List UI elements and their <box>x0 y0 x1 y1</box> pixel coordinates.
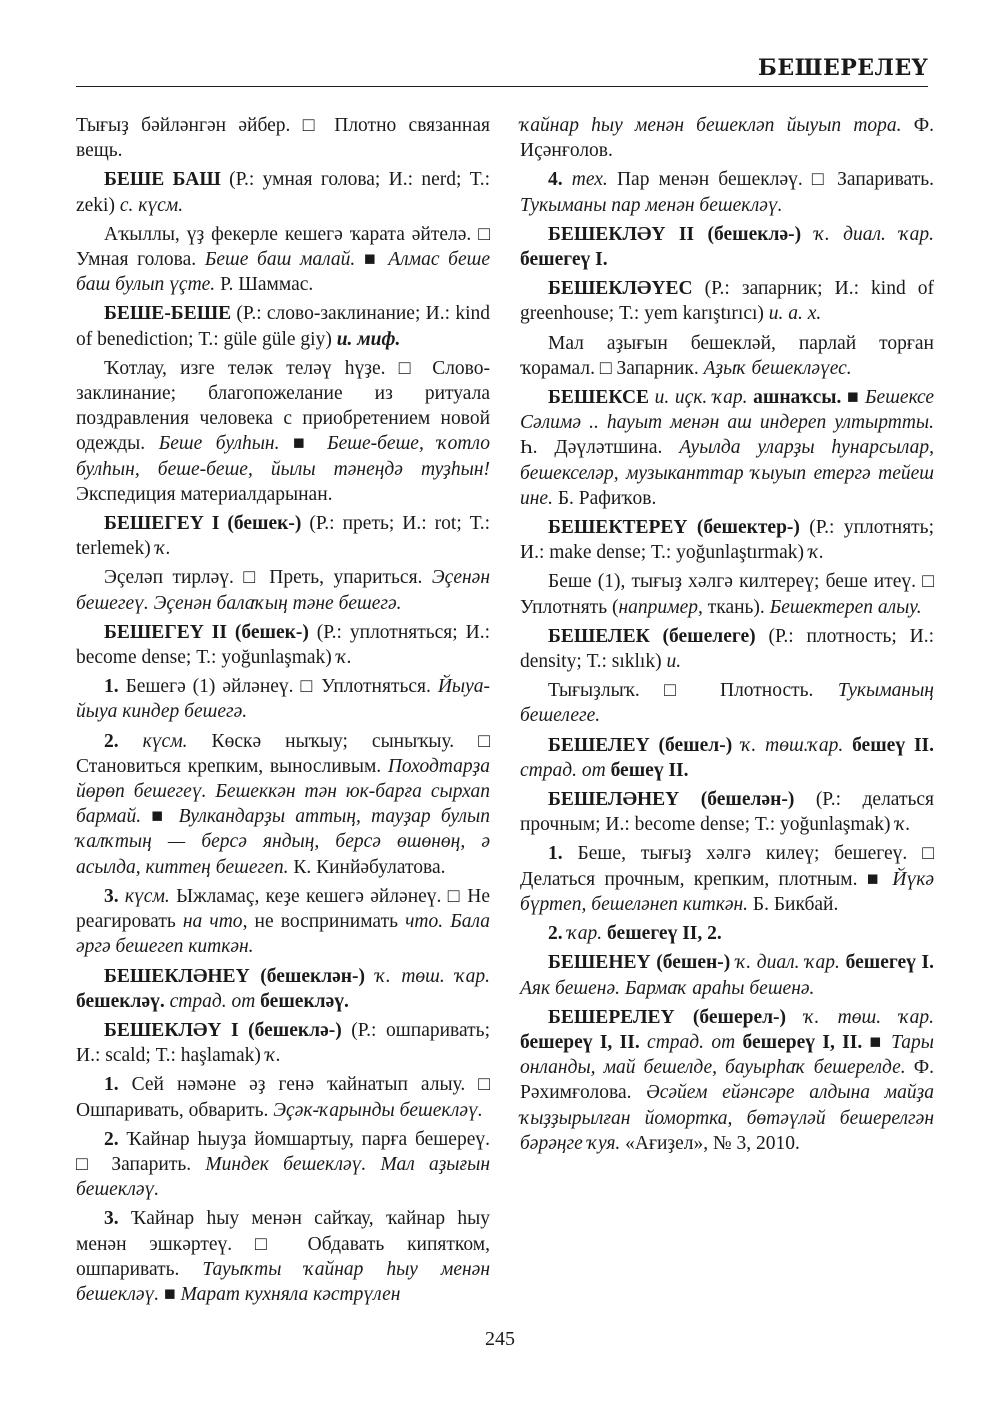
entry-beshekse: БЕШЕКСЕ и. иçк. ҡар. ашнаҡсы. ■ Бешексе Сәлимә .. һауыт менән аш индереп ултыртты. Һ. Дәүләтшина. Ауылда уларҙы һунарсылар, бешекселәр, музыканттар ҡыуып етергә тейеш ине. Б. Рафиҡов. <box>520 387 934 509</box>
headword: БЕШЕЛӘНЕҮ (бешелән-) <box>548 789 795 811</box>
headword: БЕШЕЛЕК (бешелеге) <box>548 625 756 647</box>
headword: БЕШЕ-БЕШЕ <box>104 303 232 325</box>
entry-continuation: Тығыҙ бәйләнгән әйбер. □ Плотно связанная вещь. <box>76 115 490 162</box>
entry-beshe-beshe: БЕШЕ-БЕШЕ (Р.: слово-заклинание; И.: kind of benediction; Т.: güle güle giy) и. миф. <box>76 303 490 350</box>
definition: Мал аҙығын бешекләй, парлай торған ҡорамал. □ Запарник. Аҙыҡ бешекләүес. <box>520 332 934 379</box>
sense: 1. Бешегә (1) әйләнеү. □ Уплотняться. Йыуа-йыуа киндер бешегә. <box>76 676 490 723</box>
headword: БЕШЕКТЕРЕҮ (бешектер-) <box>548 517 800 539</box>
entry-continuation: ҡайнар һыу менән бешекләп йыуып тора. Ф. Иçәнғолов. <box>520 115 935 162</box>
headword: БЕШЕЛЕҮ (бешел-) <box>548 734 733 756</box>
sense: 1. Сей нәмәне әҙ генә ҡайнатып алыу. □ Ошпаривать, обварить. Эçәк-ҡарынды бешекләү. <box>76 1074 490 1121</box>
headword: БЕШЕНЕҮ (бешен-) <box>548 952 731 974</box>
sense: 2. күсм. Көскә ныҡыу; сыныҡыу. □ Становиться крепким, выносливым. Походтарҙа йөрөп бешегеү. Бешеккән тән юк-барға сырхап бармай. ■ Вулкандарҙы аттың, тауҙар булып ҡалҡтың — берсә яндың, берсә өшөнөң, ә асылда, киттең бешегеп. К. Кинйәбулатова. <box>76 730 490 878</box>
entry-bešekleues: БЕШЕКЛӘҮЕС (Р.: запарник; И.: kind of greenhouse; Т.: yem karıştırıcı) и. а. х. <box>520 278 934 325</box>
header-rule <box>76 86 928 87</box>
headword: БЕШЕГЕҮ II (бешек-) <box>104 621 309 643</box>
sense: 3. күсм. Ыжламаç, кеҙе кешегә әйләнеү. □ Не реагировать на что, не воспринимать что. Бала әргә бешегеп киткән. <box>76 885 491 958</box>
entry-bešereleu: БЕШЕРЕЛЕҮ (бешерел-) ҡ. төш. ҡар. бешереү I, II. страд. от бешереү I, II. ■ Тары онланды, май бешелде, бауырһаҡ бешерелде. Ф. Рәхимғолова. Әсәйем ейәнсәре алдына майҙа ҡыҙҙырылған йомортка, бөтәүләй бешерелгән бәрәңге ҡуя. «Ағиҙел», № 3, 2010. <box>520 1006 934 1154</box>
page-number: 245 <box>485 1328 515 1350</box>
definition: Аҡыллы, үҙ фекерле кешегә ҡарата әйтелә. □ Умная голова. Беше баш малай. ■ Алмас беше баш булып үçте. Р. Шаммас. <box>76 223 490 296</box>
headword: БЕШЕРЕЛЕҮ (бешерел-) <box>548 1006 787 1028</box>
headword: БЕШЕКЛӘҮ II (бешеклә-) <box>548 223 802 245</box>
running-head: БЕШЕРЕЛЕҮ <box>758 55 928 81</box>
sense: 4. тех. Пар менән бешекләү. □ Запаривать. Тукыманы пар менән бешекләү. <box>520 169 934 216</box>
headword: БЕШЕГЕҮ I (бешек-) <box>104 513 302 535</box>
entry-beshekleneu: БЕШЕКЛӘНЕҮ (бешеклән-) ҡ. төш. ҡар. бешекләү. страд. от бешекләү. <box>76 965 491 1012</box>
definition: Ҡотлау, изге теләк теләү һүҙе. □ Слово-заклинание; благопожелание из ритуала поздравления человека с приобретением новой одежды. Беше булһын. ■ Беше-беше, ҡотло булһын, беше-беше, йылы тәнеңдә туҙһын! Экспедиция материалдарынан. <box>76 357 490 505</box>
entry-bešekleu-1: БЕШЕКЛӘҮ I (бешеклә-) (Р.: ошпаривать; И.: scald; Т.: haşlamak) ҡ. <box>76 1019 490 1067</box>
left-column <box>76 113 490 1311</box>
definition: Эçеләп тирләү. □ Преть, упариться. Эçенән бешегеү. Эçенән балаҡың тәне бешегә. <box>76 567 490 614</box>
definition: Тығыҙлыҡ. □ Плотность. Тукыманың бешелеге. <box>520 680 934 727</box>
headword: БЕШЕ БАШ <box>104 169 221 191</box>
headword: БЕШЕКЛӘҮ I (бешеклә-) <box>104 1019 342 1041</box>
sense: 2. Ҡайнар һыуҙа йомшартыу, парға бешереү. □ Запарить. Миндек бешекләү. Мал аҙығын бешекләү. <box>76 1128 490 1201</box>
headword: БЕШЕКЛӘНЕҮ (бешеклән-) <box>104 965 366 987</box>
entry-beshegeu-1: БЕШЕГЕҮ I (бешек-) (Р.: преть; И.: rot; Т.: terlemek) ҡ. <box>76 513 491 560</box>
headword: БЕШЕКСЕ <box>548 387 650 409</box>
entry-besheleu: БЕШЕЛЕҮ (бешел-) ҡ. төш.ҡар. бешеү II. страд. от бешеү II. <box>520 734 934 781</box>
right-column <box>520 113 934 1160</box>
definition: Беше (1), тығыҙ хәлгә килтереү; беше итеү. □ Уплотнять (например, ткань). Бешектереп алыу. <box>520 571 934 618</box>
headword: БЕШЕКЛӘҮЕС <box>548 278 693 300</box>
entry-besheneu: БЕШЕНЕҮ (бешен-) ҡ. диал. ҡар. бешегеү I. Аяк бешенә. Бармаҡ араһы бешенә. <box>520 952 935 999</box>
sense: 1. Беше, тығыҙ хәлгә килеү; бешегеү. □ Делаться прочным, крепким, плотным. ■ Йүкә бүртеп, бешеләнеп киткән. Б. Бикбай. <box>520 843 934 915</box>
entry-bešekleu-2: БЕШЕКЛӘҮ II (бешеклә-) ҡ. диал. ҡар. бешегеү I. <box>520 223 935 271</box>
entry-bešeläneu: БЕШЕЛӘНЕҮ (бешелән-) (Р.: делаться прочным; И.: become dense; Т.: yoğunlaşmak) ҡ. <box>520 789 934 836</box>
entry-beshegeu-2: БЕШЕГЕҮ II (бешек-) (Р.: уплотняться; И.: become dense; Т.: yoğunlaşmak) ҡ. <box>76 621 490 669</box>
entry-beshektereu: БЕШЕКТЕРЕҮ (бешектер-) (Р.: уплотнять; И.: make dense; Т.: yoğunlaştırmak) ҡ. <box>520 517 934 564</box>
entry-beshelek: БЕШЕЛЕК (бешелеге) (Р.: плотность; И.: density; Т.: sıklık) и. <box>520 625 934 673</box>
sense: 2. ҡар. бешегеү II, 2. <box>548 923 722 945</box>
sense: 3. Ҡайнар һыу менән сайҡау, ҡайнар һыу менән эшкәртеү. □ Обдавать кипятком, ошпаривать. Тауыҡты ҡайнар һыу менән бешекләү. ■ Марат кухняла кәстрүлен <box>76 1208 490 1305</box>
entry-beshe-bash: БЕШЕ БАШ (Р.: умная голова; И.: nerd; Т.: zeki) с. күсм. <box>76 169 490 216</box>
